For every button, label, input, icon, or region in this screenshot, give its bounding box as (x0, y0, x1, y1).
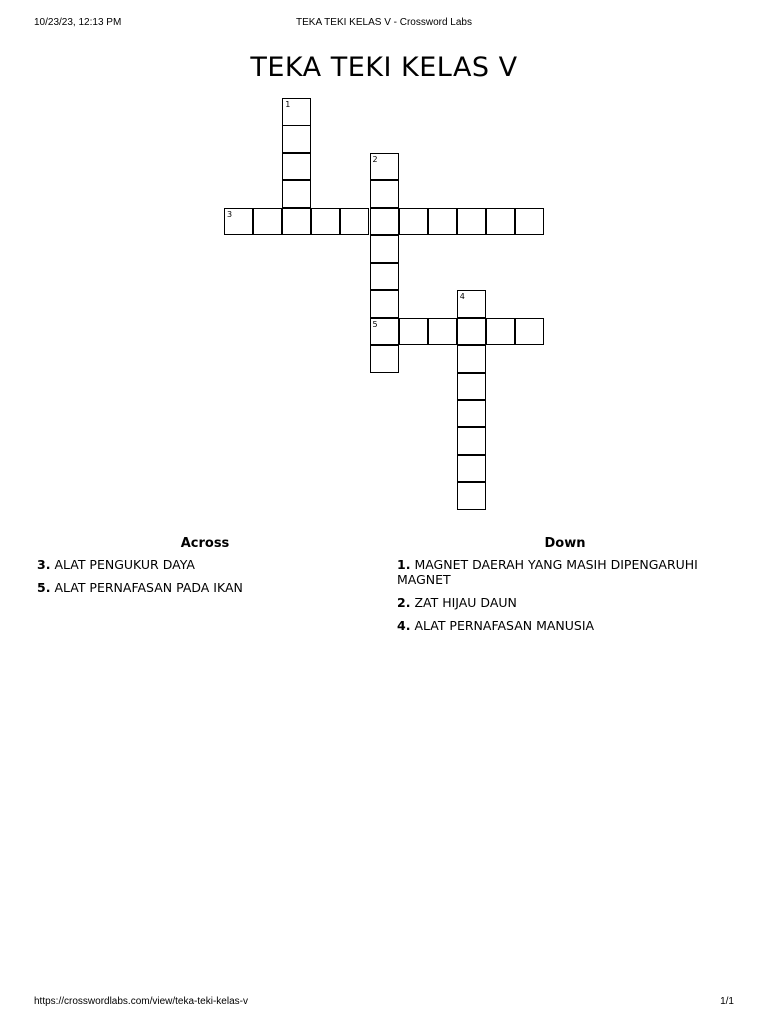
grid-cell[interactable] (457, 427, 486, 455)
clue-text: ALAT PERNAFASAN MANUSIA (414, 618, 595, 633)
grid-cell-number: 2 (372, 154, 378, 164)
grid-cell[interactable] (457, 208, 486, 236)
page-title: TEKA TEKI KELAS V (250, 52, 518, 84)
grid-cell[interactable] (224, 208, 253, 236)
clue-text: ZAT HIJAU DAUN (414, 595, 517, 610)
grid-cell[interactable] (370, 153, 399, 181)
clue-number: 3. (37, 557, 51, 572)
grid-cell[interactable] (428, 208, 457, 236)
grid-cell[interactable] (311, 208, 340, 236)
down-heading: Down (544, 536, 586, 551)
grid-cell[interactable] (370, 208, 399, 236)
grid-cell[interactable] (399, 318, 428, 346)
across-clues (37, 536, 373, 603)
clue-text: MAGNET DAERAH YANG MASIH DIPENGARUHI MAGNET (397, 557, 698, 587)
grid-cell[interactable] (457, 373, 486, 401)
grid-cell[interactable] (282, 153, 311, 181)
clue-number: 1. (397, 557, 411, 572)
grid-cell[interactable] (282, 125, 311, 153)
clue-down-4 (397, 618, 733, 633)
grid-cell[interactable] (399, 208, 428, 236)
grid-cell[interactable] (486, 318, 515, 346)
grid-cell[interactable] (486, 208, 515, 236)
grid-cell[interactable] (370, 345, 399, 373)
grid-cell[interactable] (282, 98, 311, 126)
clue-across-3 (37, 557, 373, 572)
clue-down-2 (397, 595, 733, 610)
grid-cell[interactable] (282, 208, 311, 236)
grid-cell[interactable] (457, 400, 486, 428)
grid-cell[interactable] (457, 482, 486, 510)
grid-cell-number: 1 (285, 100, 291, 109)
clue-across-5 (37, 580, 373, 595)
grid-cell[interactable] (457, 345, 486, 373)
grid-cell[interactable] (515, 208, 544, 236)
grid-cell[interactable] (370, 290, 399, 318)
across-heading: Across (180, 536, 230, 551)
print-footer (34, 996, 734, 1010)
grid-cell[interactable] (370, 235, 399, 263)
print-url: https://crosswordlabs.com/view/teka-teki-kelas-v (34, 996, 248, 1007)
grid-cell[interactable] (515, 318, 544, 346)
print-page-number: 1/1 (720, 996, 734, 1007)
clue-number: 5. (37, 580, 51, 595)
print-doc-title: TEKA TEKI KELAS V - Crossword Labs (296, 17, 472, 28)
grid-cell[interactable] (282, 180, 311, 208)
clue-number: 2. (397, 595, 411, 610)
clue-number: 4. (397, 618, 411, 633)
grid-cell[interactable] (457, 290, 486, 318)
grid-cell[interactable] (340, 208, 369, 236)
grid-cell[interactable] (370, 318, 399, 346)
clue-text: ALAT PENGUKUR DAYA (54, 557, 195, 572)
clue-down-1 (397, 557, 733, 587)
grid-cell-number: 5 (372, 319, 378, 329)
grid-cell-number: 3 (227, 209, 233, 219)
grid-cell[interactable] (457, 318, 486, 346)
grid-cell[interactable] (428, 318, 457, 346)
down-clues (397, 536, 733, 641)
grid-cell-number: 4 (459, 292, 465, 302)
grid-cell[interactable] (457, 455, 486, 483)
grid-cell[interactable] (370, 180, 399, 208)
print-datetime: 10/23/23, 12:13 PM (34, 17, 122, 28)
grid-cell[interactable] (253, 208, 282, 236)
grid-cell[interactable] (370, 263, 399, 291)
clue-text: ALAT PERNAFASAN PADA IKAN (54, 580, 243, 595)
